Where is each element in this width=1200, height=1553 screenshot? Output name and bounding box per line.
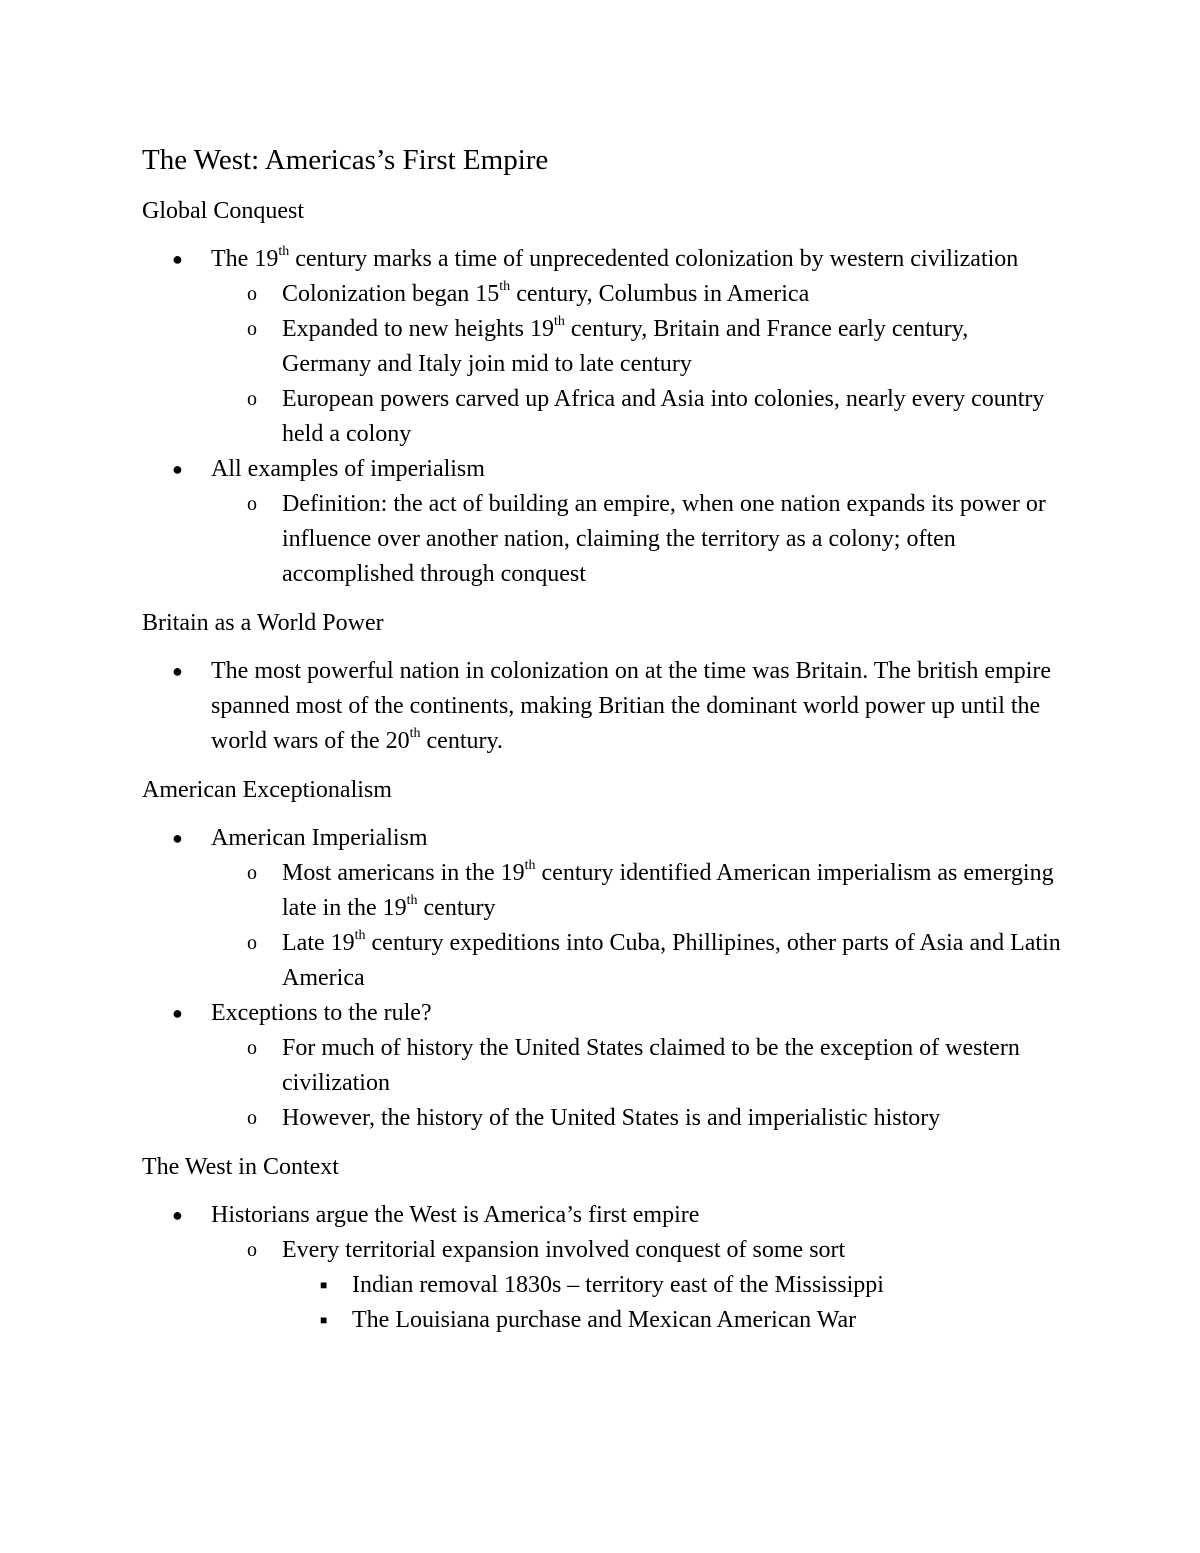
circle-marker: o <box>247 318 257 340</box>
bullet-marker: ● <box>172 828 183 848</box>
list-item <box>142 926 1062 996</box>
section-american-exceptionalism <box>142 773 1062 1136</box>
item-text: Indian removal 1830s – territory east of the Mississippi <box>352 1272 884 1298</box>
square-marker: ■ <box>320 1313 328 1327</box>
section-heading: Britain as a World Power <box>142 610 384 636</box>
document-title: The West: Americas’s First Empire <box>142 144 549 176</box>
item-text: Expanded to new heights 19 <box>282 316 554 342</box>
item-text: Exceptions to the rule? <box>211 1000 432 1026</box>
section-west-in-context <box>142 1150 1062 1338</box>
section-britain-world-power <box>142 606 1062 759</box>
item-text: century, Columbus in America <box>510 281 810 307</box>
list-item <box>142 1101 1062 1136</box>
item-text: century identified American imperialism as emerging late in the 19 <box>282 860 1054 921</box>
item-text: century, Britain and France early century, Germany and Italy join mid to late century <box>282 316 969 377</box>
list-item <box>142 312 1062 382</box>
list-item <box>142 1303 1062 1338</box>
square-marker: ■ <box>320 1278 328 1292</box>
item-text: The Louisiana purchase and Mexican American War <box>352 1307 857 1333</box>
list-item <box>142 242 1062 277</box>
circle-marker: o <box>247 862 257 884</box>
circle-marker: o <box>247 388 257 410</box>
item-text: century. <box>420 728 503 754</box>
ordinal-superscript: th <box>406 893 418 908</box>
list-item <box>142 856 1062 926</box>
document-page <box>142 140 1062 1352</box>
bullet-marker: ● <box>172 1003 183 1023</box>
circle-marker: o <box>247 1107 257 1129</box>
circle-marker: o <box>247 493 257 515</box>
circle-marker: o <box>247 1037 257 1059</box>
ordinal-superscript: th <box>553 314 565 329</box>
item-text: Most americans in the 19 <box>282 860 525 886</box>
ordinal-superscript: th <box>524 858 536 873</box>
bullet-list <box>142 654 1062 759</box>
section-global-conquest <box>142 194 1062 592</box>
list-item <box>142 654 1062 759</box>
item-text: European powers carved up Africa and Asia into colonies, nearly every country held a colony <box>282 386 1045 447</box>
bullet-marker: ● <box>172 459 183 479</box>
item-text: Historians argue the West is America’s first empire <box>211 1202 700 1228</box>
ordinal-superscript: th <box>278 244 290 259</box>
item-text: However, the history of the United States is and imperialistic history <box>282 1105 941 1131</box>
list-item <box>142 996 1062 1031</box>
list-item <box>142 1268 1062 1303</box>
item-text: Every territorial expansion involved conquest of some sort <box>282 1237 846 1263</box>
item-text: Colonization began 15 <box>282 281 500 307</box>
section-heading: American Exceptionalism <box>142 777 392 803</box>
bullet-list <box>142 242 1062 592</box>
bullet-list <box>142 1198 1062 1338</box>
list-item <box>142 1198 1062 1233</box>
list-item <box>142 277 1062 312</box>
list-item <box>142 1233 1062 1268</box>
item-text: American Imperialism <box>211 825 428 851</box>
list-item <box>142 821 1062 856</box>
item-text: century <box>417 895 496 921</box>
ordinal-superscript: th <box>499 279 511 294</box>
item-text: The most powerful nation in colonization on at the time was Britain. The british empire spanned most of the continents, making Britian the dominant world power up until the world wars of the 20 <box>211 658 1052 754</box>
bullet-marker: ● <box>172 1205 183 1225</box>
item-text: century marks a time of unprecedented colonization by western civilization <box>289 246 1019 272</box>
list-item <box>142 487 1062 592</box>
item-text: All examples of imperialism <box>211 456 485 482</box>
ordinal-superscript: th <box>354 928 366 943</box>
item-text: For much of history the United States claimed to be the exception of western civilization <box>282 1035 1020 1096</box>
item-text: The 19 <box>211 246 279 272</box>
list-item <box>142 452 1062 487</box>
item-text: century expeditions into Cuba, Phillipines, other parts of Asia and Latin America <box>282 930 1061 991</box>
circle-marker: o <box>247 283 257 305</box>
circle-marker: o <box>247 932 257 954</box>
bullet-marker: ● <box>172 249 183 269</box>
section-heading: Global Conquest <box>142 198 304 224</box>
bullet-marker: ● <box>172 661 183 681</box>
item-text: Late 19 <box>282 930 355 956</box>
section-heading: The West in Context <box>142 1154 339 1180</box>
item-text: Definition: the act of building an empire, when one nation expands its power or influence over another nation, claiming the territory as a colony; often accomplished through conquest <box>282 491 1046 587</box>
ordinal-superscript: th <box>409 726 421 741</box>
circle-marker: o <box>247 1239 257 1261</box>
bullet-list <box>142 821 1062 1136</box>
list-item <box>142 1031 1062 1101</box>
list-item <box>142 382 1062 452</box>
